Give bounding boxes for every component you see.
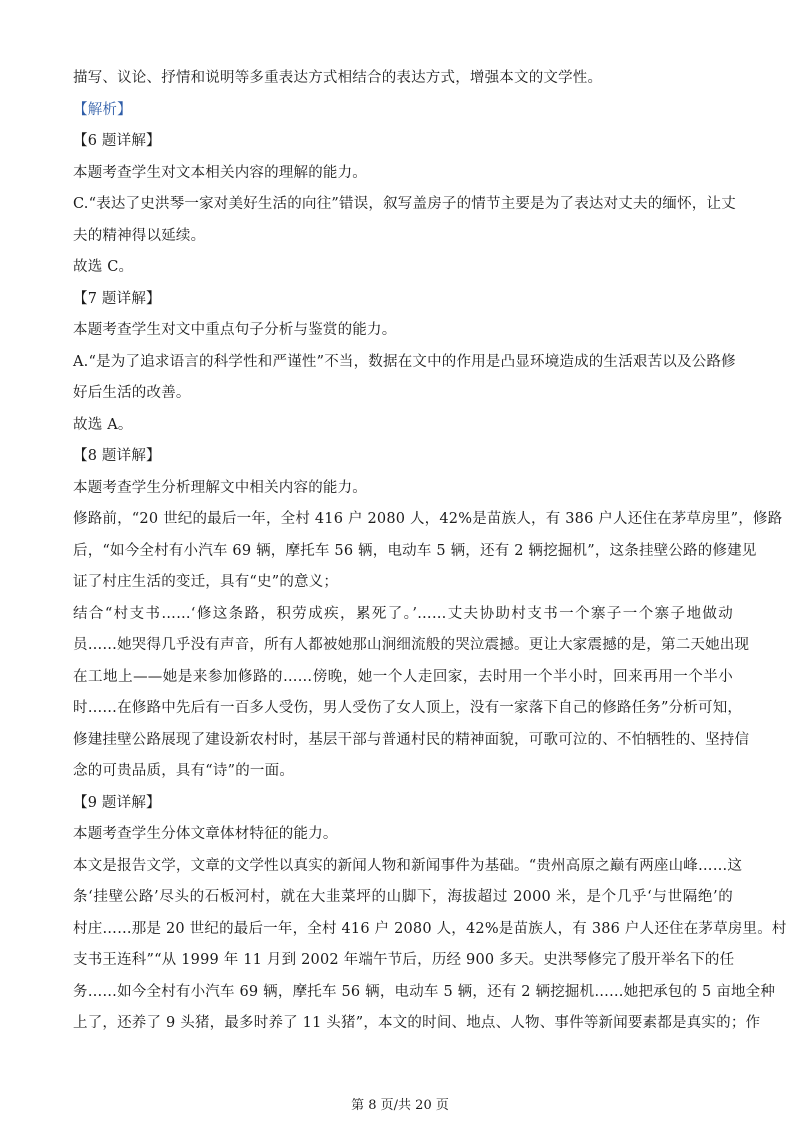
text-line: 故选 A。: [73, 416, 133, 433]
text-line: 念的可贵品质，具有“诗”的一面。: [73, 763, 295, 779]
text-line: 描写、议论、抒情和说明等多重表达方式相结合的表达方式，增强本文的文学性。: [73, 70, 603, 86]
text-line: 本题考查学生对文本相关内容的理解的能力。: [73, 164, 367, 181]
text-line: 好后生活的改善。: [73, 385, 191, 401]
text-line: 本题考查学生对文中重点句子分析与鉴赏的能力。: [73, 322, 397, 338]
document-body: [73, 63, 787, 1040]
text-line: 结合“村支书……‘修这条路，积劳成疾，累死了。’……丈夫协助村支书一个寨子一个寨子地做动: [73, 605, 733, 622]
text-line: 条‘挂壁公路’尽头的石板河村，就在大韭菜坪的山脚下，海拔超过 2000 米，是个几乎‘与世隔绝’的: [73, 889, 733, 905]
page-footer: [0, 1094, 800, 1113]
text-line: C.“表达了史洪琴一家对美好生活的向往”错误，叙写盖房子的情节主要是为了表达对丈夫的缅怀，让丈: [73, 196, 736, 212]
text-line: 上了，还养了 9 头猪，最多时养了 11 头猪”，本文的时间、地点、人物、事件等新闻要素都是真实的；作: [73, 1015, 761, 1031]
analysis-label: 【解析】: [73, 101, 132, 118]
text-line: 在工地上——她是来参加修路的……傍晚，她一个人走回家，去时用一个半小时，回来再用一个半小: [73, 668, 733, 685]
text-line: 证了村庄生活的变迁，具有“史”的意义；: [73, 574, 339, 590]
text-line: 本题考查学生分析理解文中相关内容的能力。: [73, 479, 367, 496]
text-line: 故选 C。: [73, 259, 134, 275]
text-line: 时……在修路中先后有一百多人受伤，男人受伤了女人顶上，没有一家落下自己的修路任务”分析可知，: [73, 700, 743, 716]
text-line: 修建挂壁公路展现了建设新农村时，基层干部与普通村民的精神面貌，可歌可泣的、不怕牺牲的、坚持信: [73, 731, 750, 748]
text-line: 夫的精神得以延续。: [73, 227, 206, 244]
text-line: 【8 题详解】: [73, 448, 161, 464]
page-number: 第 8 页/共 20 页: [351, 1098, 449, 1113]
text-line: 【7 题详解】: [73, 290, 161, 307]
text-line: 【9 题详解】: [73, 794, 161, 811]
text-line: 【6 题详解】: [73, 133, 161, 149]
text-line: 修路前，“20 世纪的最后一年，全村 416 户 2080 人，42%是苗族人，有 386 户人还住在茅草房里”，修路: [73, 511, 783, 527]
text-line: 本题考查学生分体文章体材特征的能力。: [73, 826, 338, 842]
text-line: 本文是报告文学，文章的文学性以真实的新闻人物和新闻事件为基础。“贵州高原之巅有两座山峰……这: [73, 857, 743, 874]
text-line: 后，“如今全村有小汽车 69 辆，摩托车 56 辆，电动车 5 辆，还有 2 辆挖掘机”，这条挂壁公路的修建见: [73, 542, 757, 559]
text-line: A.“是为了追求语言的科学性和严谨性”不当，数据在文中的作用是凸显环境造成的生活艰苦以及公路修: [73, 353, 736, 370]
text-line: 务……如今全村有小汽车 69 辆，摩托车 56 辆，电动车 5 辆，还有 2 辆挖掘机……她把承包的 5 亩地全种: [73, 983, 776, 1000]
text-line: 支书王连科”“从 1999 年 11 月到 2002 年端午节后，历经 900 多天。史洪琴修完了殷开举名下的任: [73, 952, 735, 968]
text-line: 村庄……那是 20 世纪的最后一年，全村 416 户 2080 人，42%是苗族人，有 386 户人还住在茅草房里。村: [73, 920, 787, 937]
text-lines: [73, 63, 787, 1040]
text-line: 员……她哭得几乎没有声音，所有人都被她那山涧细流般的哭泣震撼。更让大家震撼的是，第二天她出现: [73, 637, 750, 653]
